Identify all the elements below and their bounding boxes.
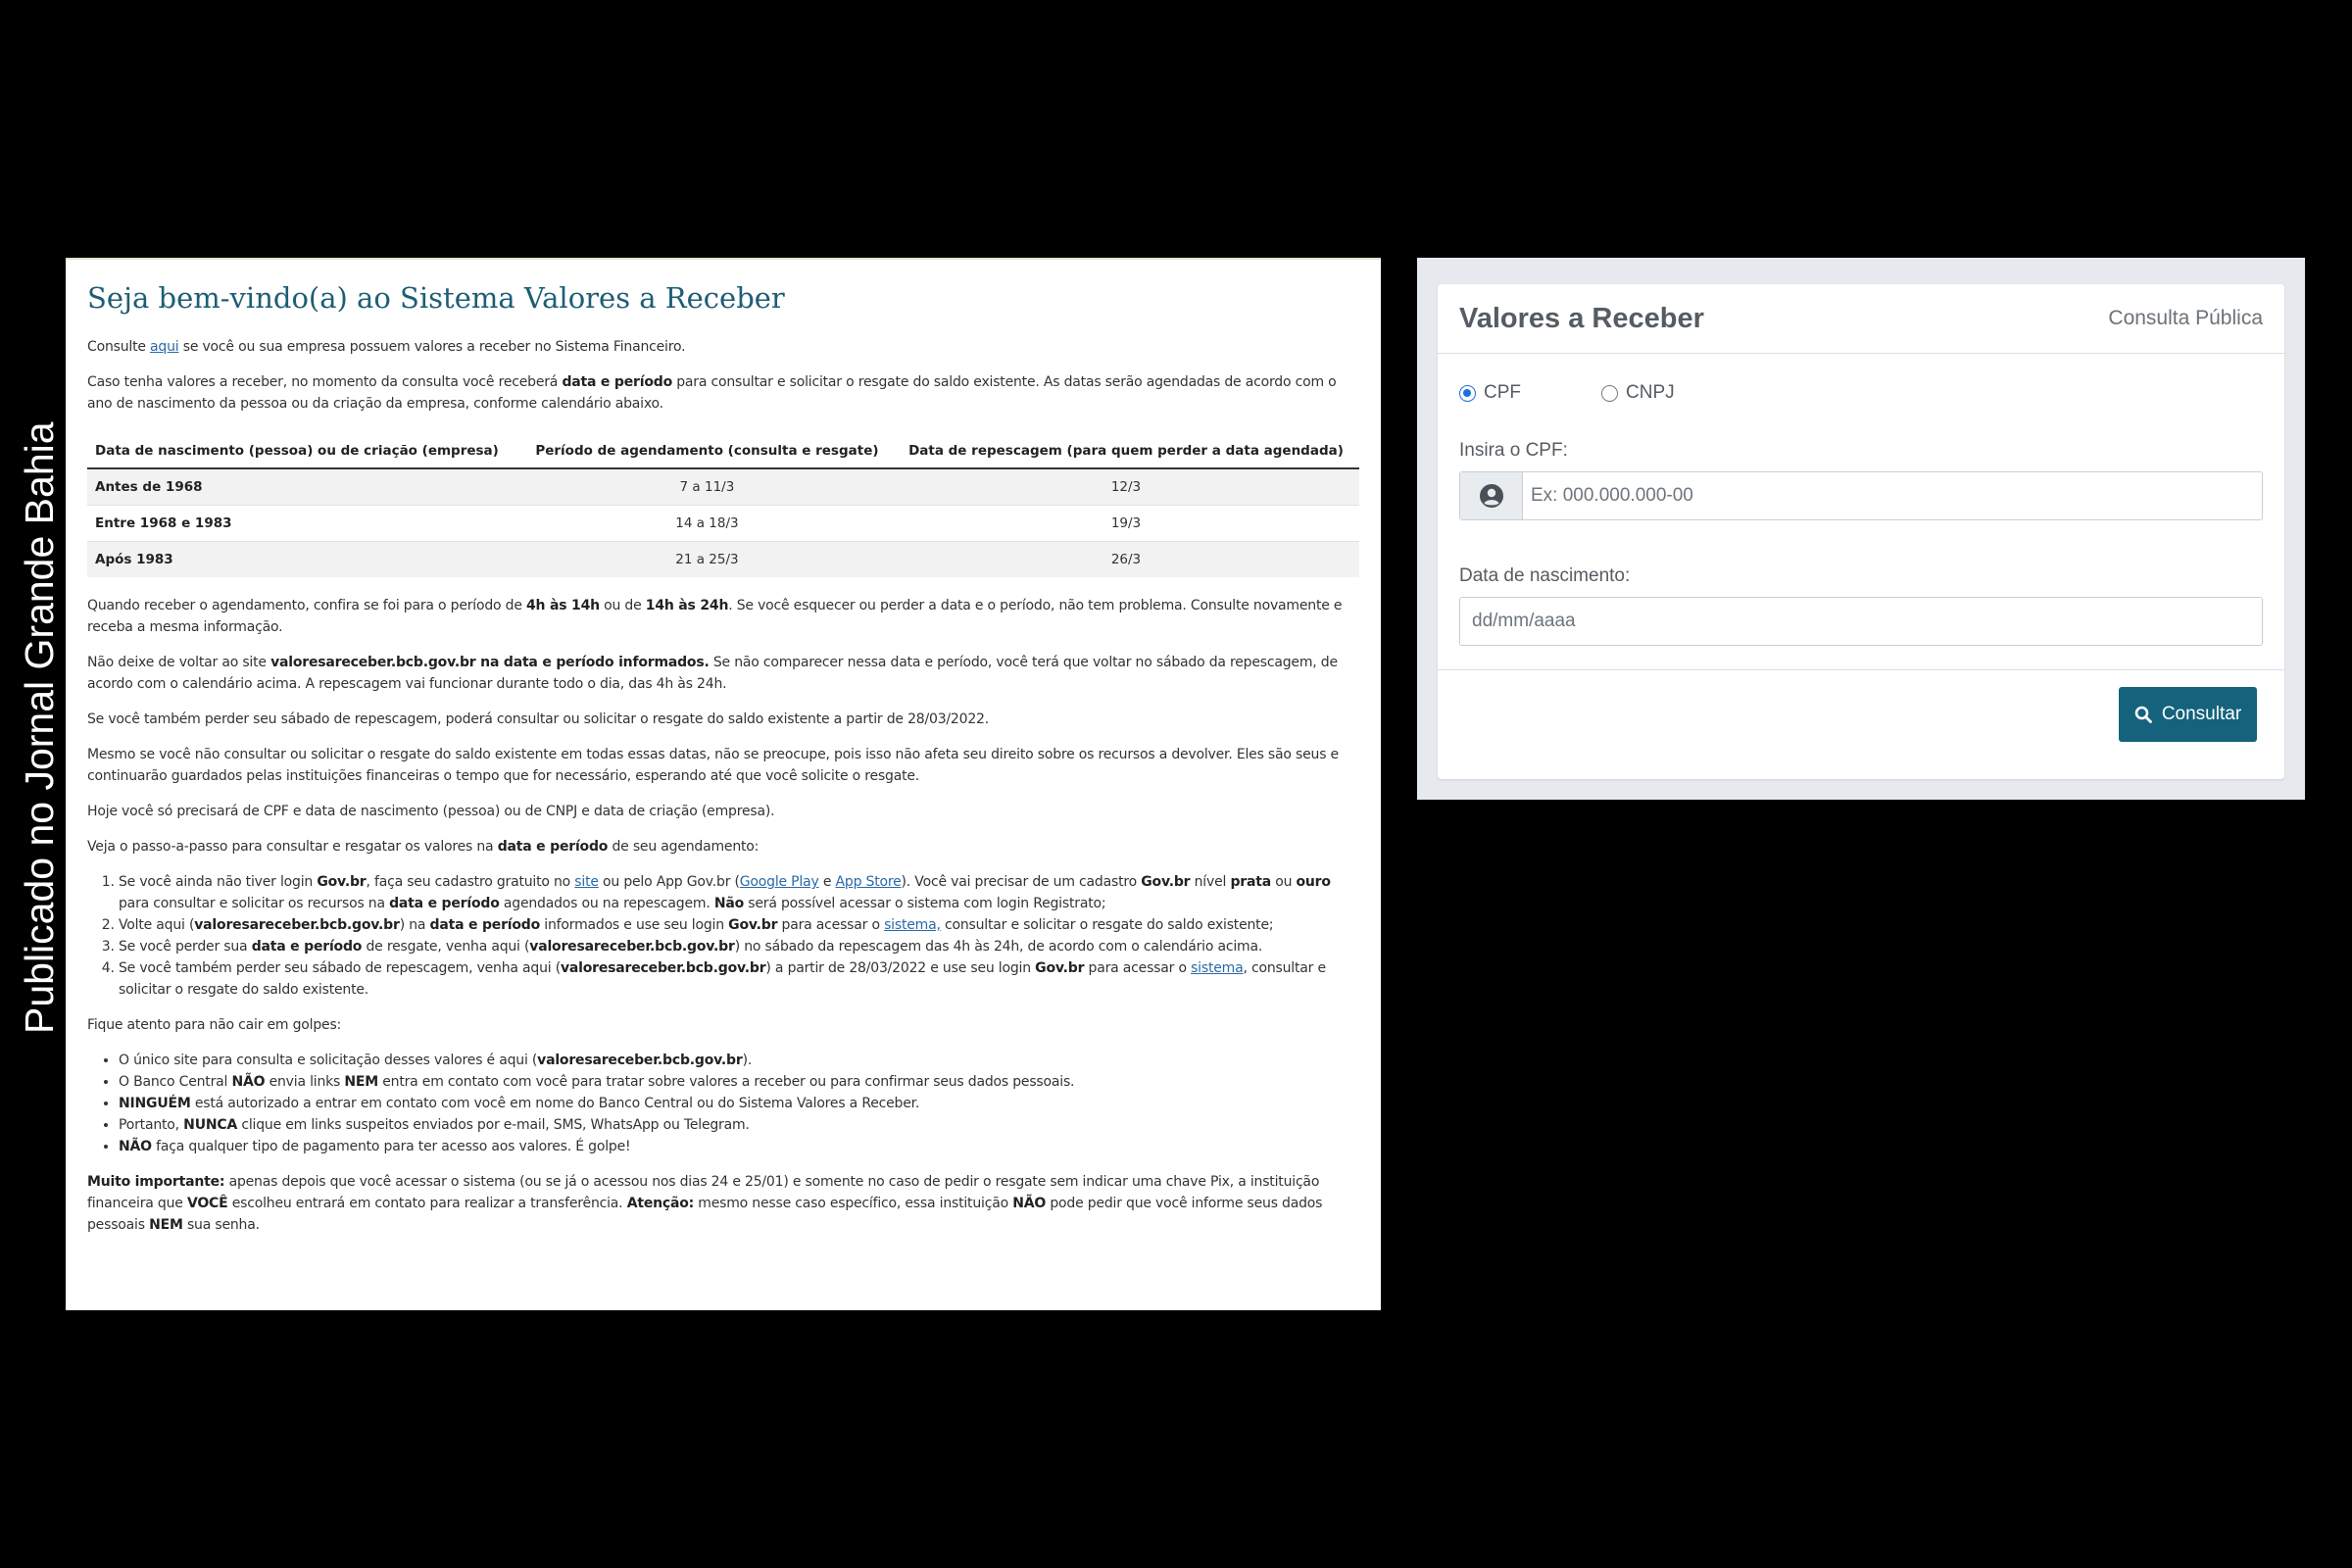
text: O único site para consulta e solicitação desses valores é aqui ( xyxy=(119,1053,538,1068)
text: ). xyxy=(742,1053,753,1068)
text: para consultar e solicitar os recursos na xyxy=(119,896,390,911)
info-panel xyxy=(66,258,1381,1310)
app-store-link[interactable]: App Store xyxy=(835,874,902,890)
text-bold: 14h às 24h xyxy=(645,598,729,613)
text-bold: Não xyxy=(713,896,745,911)
text-bold: NÃO xyxy=(231,1074,266,1090)
text: entra em contato com você para tratar sobre valores a receber ou para confirmar seus dados pessoais. xyxy=(378,1074,1075,1090)
list-item xyxy=(119,1093,1359,1114)
text-bold: data e período xyxy=(389,896,500,911)
schedule-table xyxy=(87,434,1359,577)
column-header: Data de repescagem (para quem perder a data agendada) xyxy=(893,434,1359,468)
steps-list xyxy=(87,871,1359,1001)
text: sua senha. xyxy=(182,1217,260,1233)
warning-list xyxy=(87,1050,1359,1157)
text: ou de xyxy=(599,598,646,613)
column-header: Período de agendamento (consulta e resgate) xyxy=(521,434,893,468)
text: Quando receber o agendamento, confira se foi para o período de xyxy=(87,598,526,613)
text: Veja o passo-a-passo para consultar e resgatar os valores na xyxy=(87,839,498,855)
card-title: Valores a Receber xyxy=(1459,302,1704,334)
list-item xyxy=(119,1071,1359,1093)
text: Se não comparecer nessa data e período, você terá que voltar no sábado da repescagem, de acordo com o calendário acima. A repescagem vai funcionar durante todo o dia, das 4h às 24h. xyxy=(87,655,1338,692)
text: envia links xyxy=(265,1074,345,1090)
paragraph-important xyxy=(87,1171,1359,1236)
text-bold: NÃO xyxy=(119,1139,152,1154)
text-bold: VOCÊ xyxy=(186,1196,228,1211)
text: clique em links suspeitos enviados por e-mail, SMS, WhatsApp ou Telegram. xyxy=(237,1117,750,1133)
text: informados e use seu login xyxy=(540,917,729,933)
text: para acessar o xyxy=(777,917,885,933)
text-bold: Gov.br xyxy=(1035,960,1085,976)
text-bold: data e período xyxy=(251,939,363,955)
table-cell: 26/3 xyxy=(893,542,1359,578)
birth-date-label: Data de nascimento: xyxy=(1459,565,1631,586)
text: Volte aqui ( xyxy=(119,917,195,933)
govbr-site-link[interactable]: site xyxy=(574,874,599,890)
list-item xyxy=(119,914,1359,936)
radio-cpf[interactable] xyxy=(1459,385,1476,402)
list-item xyxy=(119,1114,1359,1136)
text: ) a partir de 28/03/2022 e use seu login xyxy=(765,960,1036,976)
text-bold: valoresareceber.bcb.gov.br na data e período informados. xyxy=(270,655,710,670)
text: , faça seu cadastro gratuito no xyxy=(366,874,575,890)
list-item xyxy=(119,1136,1359,1157)
consultar-button-label: Consultar xyxy=(2161,704,2242,724)
text: de resgate, venha aqui ( xyxy=(362,939,530,955)
text: está autorizado a entrar em contato com você em nome do Banco Central ou do Sistema Valores a Receber. xyxy=(190,1096,920,1111)
card-footer xyxy=(1438,670,2284,779)
schedule-paragraph xyxy=(87,371,1359,415)
text-bold: NEM xyxy=(149,1217,183,1233)
text-bold: NINGUÉM xyxy=(119,1096,191,1111)
list-item xyxy=(119,871,1359,914)
table-header-row xyxy=(87,434,1359,468)
text-bold: data e período xyxy=(497,839,609,855)
user-icon xyxy=(1460,472,1523,519)
text-bold: prata xyxy=(1230,874,1271,890)
consulta-card xyxy=(1438,284,2284,779)
text: Portanto, xyxy=(119,1117,184,1133)
system-link[interactable]: sistema xyxy=(1191,960,1244,976)
text: Se você também perder seu sábado de repescagem, venha aqui ( xyxy=(119,960,561,976)
cpf-input[interactable]: Ex: 000.000.000-00 xyxy=(1531,485,1693,506)
card-header xyxy=(1438,284,2284,354)
text: escolheu entrará em contato para realizar a transferência. xyxy=(227,1196,627,1211)
text: ou xyxy=(1270,874,1297,890)
text-bold: NÃO xyxy=(1012,1196,1047,1211)
text-bold: NEM xyxy=(344,1074,378,1090)
text-bold: Gov.br xyxy=(317,874,367,890)
table-cell: 14 a 18/3 xyxy=(521,506,893,542)
intro-text: Consulte xyxy=(87,339,151,355)
text: , consultar e solicitar o resgate do saldo existente. xyxy=(119,960,1326,998)
page-title: Seja bem-vindo(a) ao Sistema Valores a Receber xyxy=(87,281,785,315)
text: para acessar o xyxy=(1084,960,1192,976)
text: ). Você vai precisar de um cadastro xyxy=(901,874,1142,890)
document-type-radio-group xyxy=(1459,375,2263,411)
text-bold: Gov.br xyxy=(1141,874,1191,890)
intro-link[interactable]: aqui xyxy=(150,339,179,355)
form-panel xyxy=(1417,258,2305,800)
table-cell: Após 1983 xyxy=(87,542,521,578)
text: O Banco Central xyxy=(119,1074,232,1090)
intro-text-end: se você ou sua empresa possuem valores a receber no Sistema Financeiro. xyxy=(178,339,686,355)
paragraph-schedule-time xyxy=(87,595,1359,638)
table-cell: 7 a 11/3 xyxy=(521,468,893,506)
list-item xyxy=(119,1050,1359,1071)
table-cell: Entre 1968 e 1983 xyxy=(87,506,521,542)
text: . Se você esquecer ou perder a data e o período, não tem problema. Consulte novamente e receba a mesma informação. xyxy=(87,598,1343,635)
text: ou pelo App Gov.br ( xyxy=(598,874,740,890)
table-cell: 19/3 xyxy=(893,506,1359,542)
text-bold: valoresareceber.bcb.gov.br xyxy=(529,939,735,955)
table-row xyxy=(87,506,1359,542)
table-cell: Antes de 1968 xyxy=(87,468,521,506)
paragraph-scam-warning: Fique atento para não cair em golpes: xyxy=(87,1017,342,1033)
text: Caso tenha valores a receber, no momento da consulta você receberá xyxy=(87,374,563,390)
top-divider xyxy=(66,258,1381,260)
text: apenas depois que você acessar o sistema (ou se já o acessou nos dias 24 e 25/01) e somente no caso de pedir o resgate sem indicar uma chave Pix, a instituição financeira que xyxy=(87,1174,1320,1211)
system-link[interactable]: sistema, xyxy=(884,917,941,933)
table-cell: 21 a 25/3 xyxy=(521,542,893,578)
text: pode pedir que você informe seus dados pessoais xyxy=(87,1196,1323,1233)
radio-cnpj[interactable] xyxy=(1601,385,1618,402)
radio-cpf-label: CPF xyxy=(1484,382,1521,403)
text-bold: ouro xyxy=(1296,874,1331,890)
text: consultar e solicitar o resgate do saldo existente; xyxy=(940,917,1274,933)
table-cell: 12/3 xyxy=(893,468,1359,506)
text-bold: Gov.br xyxy=(728,917,778,933)
paragraph-return xyxy=(87,652,1359,695)
text: para consultar e solicitar o resgate do saldo existente. As datas serão agendadas de acordo com o ano de nascimento da pessoa ou da criação da empresa, conforme calendário abaixo. xyxy=(87,374,1337,412)
text: mesmo nesse caso específico, essa instituição xyxy=(694,1196,1013,1211)
search-icon xyxy=(2134,706,2152,723)
text-bold: data e período xyxy=(562,374,672,390)
birth-date-input[interactable]: dd/mm/aaaa xyxy=(1459,597,2263,646)
text-bold: NUNCA xyxy=(183,1117,238,1133)
text: ) na xyxy=(399,917,430,933)
text: e xyxy=(818,874,836,890)
column-header: Data de nascimento (pessoa) ou de criação (empresa) xyxy=(87,434,521,468)
text: será possível acessar o sistema com login Registrato; xyxy=(744,896,1106,911)
text: faça qualquer tipo de pagamento para ter acesso aos valores. É golpe! xyxy=(151,1139,631,1154)
card-subtitle: Consulta Pública xyxy=(2108,307,2263,329)
text-bold: 4h às 14h xyxy=(526,598,600,613)
consultar-button[interactable] xyxy=(2119,687,2257,742)
text: nível xyxy=(1190,874,1231,890)
paragraph-rights: Mesmo se você não consultar ou solicitar o resgate do saldo existente em todas essas datas, não se preocupe, pois isso não afeta seu direito sobre os recursos a devolver. Eles são seus e continuarão guardados pelas instituições financeiras o tempo que for necessário, esperando até que você solicite o resgate. xyxy=(87,747,1339,784)
text-bold: valoresareceber.bcb.gov.br xyxy=(560,960,766,976)
text: de seu agendamento: xyxy=(608,839,760,855)
text-bold: valoresareceber.bcb.gov.br xyxy=(537,1053,743,1068)
text: Não deixe de voltar ao site xyxy=(87,655,271,670)
cpf-label: Insira o CPF: xyxy=(1459,440,1568,461)
intro-paragraph xyxy=(87,336,1359,358)
text-bold: valoresareceber.bcb.gov.br xyxy=(194,917,400,933)
text: agendados ou na repescagem. xyxy=(499,896,714,911)
list-item xyxy=(119,936,1359,957)
text: ) no sábado da repescagem das 4h às 24h, de acordo com o calendário acima. xyxy=(734,939,1263,955)
table-row xyxy=(87,542,1359,578)
paragraph-late: Se você também perder seu sábado de repescagem, poderá consultar ou solicitar o resgate do saldo existente a partir de 28/03/2022. xyxy=(87,711,990,727)
radio-cnpj-label: CNPJ xyxy=(1626,382,1675,403)
google-play-link[interactable]: Google Play xyxy=(739,874,819,890)
text-bold: Muito importante: xyxy=(87,1174,225,1190)
cpf-input-group xyxy=(1459,471,2263,520)
paragraph-requirements: Hoje você só precisará de CPF e data de nascimento (pessoa) ou de CNPJ e data de criação (empresa). xyxy=(87,804,775,819)
card-body xyxy=(1438,354,2284,670)
text-bold: Atenção: xyxy=(626,1196,695,1211)
text: Se você ainda não tiver login xyxy=(119,874,318,890)
radio-option-cpf[interactable] xyxy=(1459,382,1521,404)
table-row xyxy=(87,468,1359,506)
list-item xyxy=(119,957,1359,1001)
radio-option-cnpj[interactable] xyxy=(1601,382,1675,404)
paragraph-steps-intro xyxy=(87,836,1359,858)
text-bold: data e período xyxy=(429,917,541,933)
watermark-text: Publicado no Jornal Grande Bahia xyxy=(17,421,62,1034)
text: Se você perder sua xyxy=(119,939,252,955)
